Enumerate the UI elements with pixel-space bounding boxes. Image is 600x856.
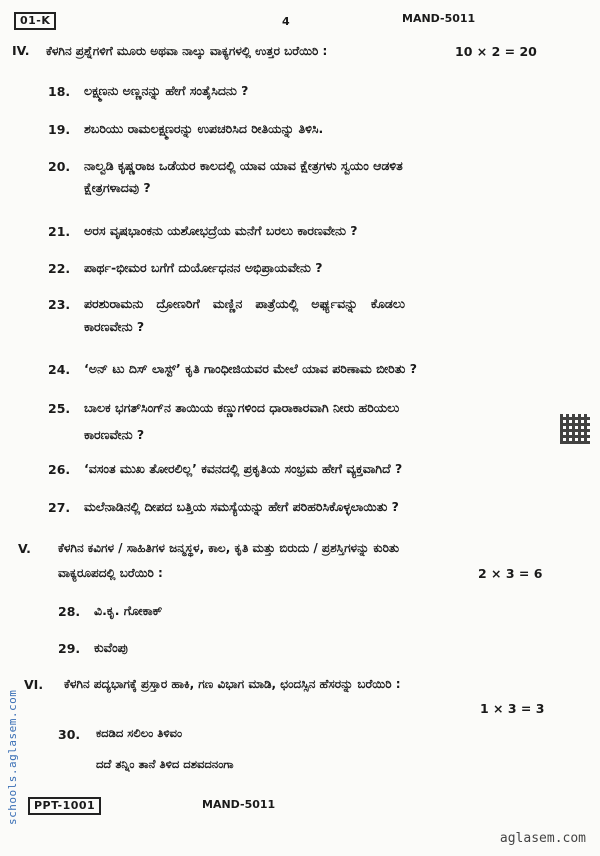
side-watermark: schools.aglasem.com: [6, 689, 19, 825]
section-vi-marks: 1 × 3 = 3: [480, 701, 545, 716]
question-text-continued: ಕಾರಣವೇನು ?: [84, 427, 145, 442]
question-number: 18.: [48, 84, 71, 99]
question-number: 19.: [48, 122, 71, 137]
section-vi-instruction: ಕೆಳಗಿನ ಪದ್ಯಭಾಗಕ್ಕೆ ಪ್ರಸ್ತಾರ ಹಾಕಿ, ಗಣ ವಿಭಾಗ ಮಾಡಿ, ಛಂದಸ್ಸಿನ ಹೆಸರನ್ನು ಬರೆಯಿರಿ :: [64, 677, 401, 691]
question-text: ‘ಅನ್ ಟು ದಿಸ್ ಲಾಸ್ಟ್’ ಕೃತಿ ಗಾಂಧೀಜಿಯವರ ಮೇಲೆ ಯಾವ ಪರಿಣಾಮ ಬೀರಿತು ?: [84, 361, 417, 376]
question-text-continued: ಕ್ಷೇತ್ರಗಳಾದವು ?: [84, 180, 151, 195]
question-text: ಪಾರ್ಥ-ಭೀಮರ ಬಗೆಗೆ ದುರ್ಯೋಧನನ ಅಭಿಪ್ರಾಯವೇನು ?: [84, 260, 323, 275]
subject-code-top: MAND-5011: [402, 12, 476, 25]
question-text: ಲಕ್ಷ್ಮಣನು ಅಣ್ಣನನ್ನು ಹೇಗೆ ಸಂತೈಸಿದನು ?: [84, 83, 249, 98]
question-number: 23.: [48, 297, 71, 312]
question-text: ಮಲೆನಾಡಿನಲ್ಲಿ ದೀಪದ ಬತ್ತಿಯ ಸಮಸ್ಯೆಯನ್ನು ಹೇಗೆ ಪರಿಹರಿಸಿಕೊಳ್ಳಲಾಯಿತು ?: [84, 499, 399, 514]
section-v-marks: 2 × 3 = 6: [478, 566, 543, 581]
question-number: 22.: [48, 261, 71, 276]
question-text: ಬಾಲಕ ಭಗತ್‌ಸಿಂಗ್‌ನ ತಾಯಿಯ ಕಣ್ಣುಗಳಿಂದ ಧಾರಾಕಾರವಾಗಿ ನೀರು ಹರಿಯಲು: [84, 400, 400, 415]
question-number: 29.: [58, 641, 81, 656]
section-iv-roman: IV.: [12, 43, 30, 58]
question-text-continued: ಕಾರಣವೇನು ?: [84, 319, 145, 334]
question-text: ಅರಸ ವೃಷಭಾಂಕನು ಯಶೋಭದ್ರೆಯ ಮನೆಗೆ ಬರಲು ಕಾರಣವೇನು ?: [84, 223, 358, 238]
question-text: ಶಬರಿಯು ರಾಮಲಕ್ಷ್ಮಣರನ್ನು ಉಪಚರಿಸಿದ ರೀತಿಯನ್ನು ತಿಳಿಸಿ.: [84, 121, 324, 136]
section-iv-marks: 10 × 2 = 20: [455, 44, 537, 59]
question-number: 28.: [58, 604, 81, 619]
question-number: 30.: [58, 727, 81, 742]
section-v-instruction-continued: ವಾಕ್ಯರೂಪದಲ್ಲಿ ಬರೆಯಿರಿ :: [58, 566, 163, 580]
question-text: ಪರಶುರಾಮನು ದ್ರೋಣರಿಗೆ ಮಣ್ಣಿನ ಪಾತ್ರೆಯಲ್ಲಿ ಅರ್ಘ್ಯವನ್ನು ಕೊಡಲು: [84, 296, 405, 311]
question-text: ಕುವೆಂಪು: [94, 640, 128, 655]
page-number: 4: [282, 15, 290, 28]
question-text: ‘ವಸಂತ ಮುಖ ತೋರಲಿಲ್ಲ’ ಕವನದಲ್ಲಿ ಪ್ರಕೃತಿಯ ಸಂಭ್ರಮ ಹೇಗೆ ವ್ಯಕ್ತವಾಗಿದೆ ?: [84, 461, 403, 476]
bottom-watermark: aglasem.com: [499, 831, 586, 846]
paper-code-bottom: PPT-1001: [28, 797, 101, 815]
section-iv-instruction: ಕೆಳಗಿನ ಪ್ರಶ್ನೆಗಳಿಗೆ ಮೂರು ಅಥವಾ ನಾಲ್ಕು ವಾಕ್ಯಗಳಲ್ಲಿ ಉತ್ತರ ಬರೆಯಿರಿ :: [46, 44, 328, 58]
section-v-roman: V.: [18, 541, 31, 556]
section-vi-roman: VI.: [24, 677, 44, 692]
question-number: 20.: [48, 159, 71, 174]
subject-code-bottom: MAND-5011: [202, 798, 276, 811]
question-number: 24.: [48, 362, 71, 377]
qr-code: [560, 414, 590, 444]
question-number: 21.: [48, 224, 71, 239]
paper-code-top: 01-K: [14, 12, 56, 30]
section-v-instruction: ಕೆಳಗಿನ ಕವಿಗಳ / ಸಾಹಿತಿಗಳ ಜನ್ಮಸ್ಥಳ, ಕಾಲ, ಕೃತಿ ಮತ್ತು ಬಿರುದು / ಪ್ರಶಸ್ತಿಗಳನ್ನು ಕುರಿತು: [58, 541, 400, 555]
question-number: 25.: [48, 401, 71, 416]
question-number: 27.: [48, 500, 71, 515]
question-text: ನಾಲ್ವಡಿ ಕೃಷ್ಣರಾಜ ಒಡೆಯರ ಕಾಲದಲ್ಲಿ ಯಾವ ಯಾವ ಕ್ಷೇತ್ರಗಳು ಸ್ವಯಂ ಆಡಳಿತ: [84, 158, 403, 173]
question-number: 26.: [48, 462, 71, 477]
verse-line-1: ಕದಡಿದ ಸಲಿಲಂ ತಿಳಿವಂ: [96, 726, 183, 740]
question-text: ವಿ.ಕೃ. ಗೋಕಾಕ್: [94, 603, 163, 618]
verse-line-2: ದದೆ ತನ್ನಿಂ ತಾನೆ ತಿಳಿದ ದಶವದನಂಗಾ: [96, 757, 234, 771]
